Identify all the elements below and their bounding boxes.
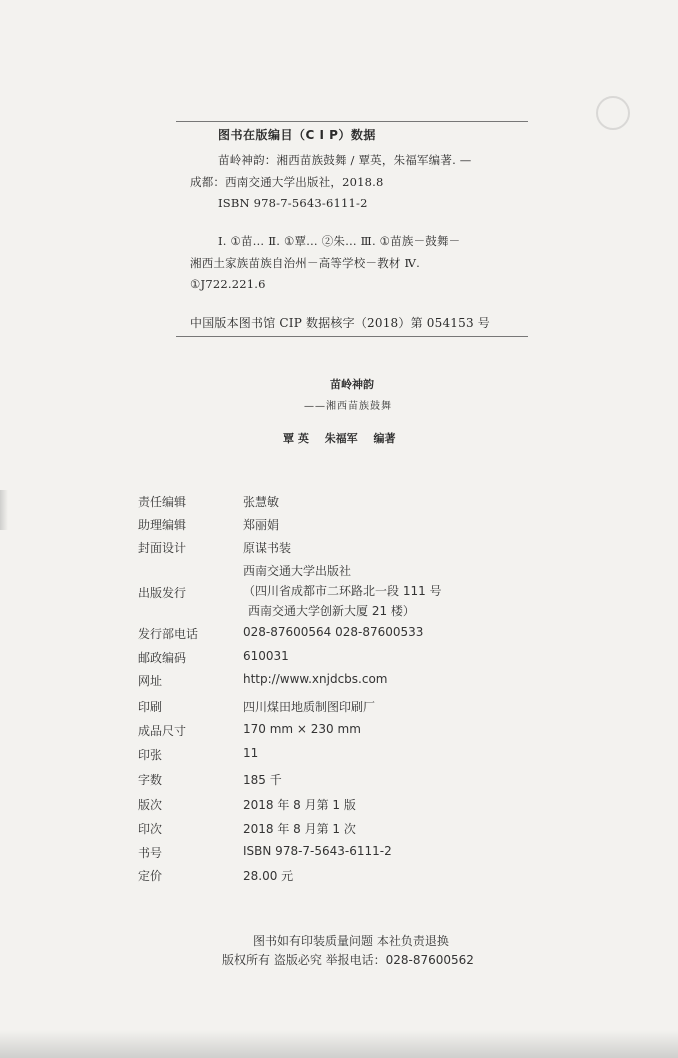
info-value: 610031: [243, 649, 289, 663]
cip-verification: 中国版本图书馆 CIP 数据核字（2018）第 054153 号: [190, 316, 491, 330]
info-label: 封面设计: [138, 541, 187, 555]
info-label: 印刷: [138, 700, 163, 714]
cip-line: 成都：西南交通大学出版社，2018.8: [190, 175, 384, 189]
info-label: 邮政编码: [138, 651, 187, 665]
top-rule: [176, 121, 528, 122]
info-value: 西南交通大学创新大厦 21 楼）: [248, 604, 415, 618]
cip-title: 图书在版编目（C I P）数据: [218, 128, 376, 142]
info-value: （四川省成都市二环路北一段 111 号: [243, 584, 442, 598]
footer-notice: 图书如有印装质量问题 本社负责退换: [253, 934, 449, 948]
info-value: 028-87600564 028-87600533: [243, 625, 424, 639]
info-label: 版次: [138, 798, 163, 812]
info-label: 网址: [138, 674, 163, 688]
authors: [283, 430, 408, 446]
info-label: 助理编辑: [138, 518, 187, 532]
cip-line: ISBN 978-7-5643-6111-2: [218, 196, 368, 210]
author-2: 朱福军: [324, 432, 358, 445]
info-value: 28.00 元: [243, 869, 294, 883]
info-label: 书号: [138, 846, 163, 860]
info-value: 11: [243, 746, 259, 760]
info-value: ISBN 978-7-5643-6111-2: [243, 844, 392, 858]
info-value: 2018 年 8 月第 1 版: [243, 798, 356, 812]
info-label: 印张: [138, 748, 163, 762]
page-bottom-shadow: [0, 1030, 678, 1058]
info-label: 印次: [138, 822, 163, 836]
info-label: 发行部电话: [138, 627, 199, 641]
info-value: 郑丽娟: [243, 518, 280, 532]
info-value: 185 千: [243, 773, 282, 787]
cip-line: 苗岭神韵：湘西苗族鼓舞 / 覃英，朱福军编著. —: [218, 153, 472, 167]
cip-bottom-rule: [176, 336, 528, 337]
info-label: 定价: [138, 869, 163, 883]
info-label: 责任编辑: [138, 495, 187, 509]
footer-copyright: 版权所有 盗版必究 举报电话：028-87600562: [222, 953, 474, 967]
book-subtitle: ——湘西苗族鼓舞: [304, 401, 392, 412]
info-value: 170 mm × 230 mm: [243, 722, 361, 736]
page-edge-shadow: [0, 490, 8, 530]
faint-stamp-mark: [596, 96, 630, 130]
author-1: 覃 英: [283, 432, 309, 445]
info-label: 出版发行: [138, 586, 187, 600]
info-value: 西南交通大学出版社: [243, 564, 352, 578]
cip-line: Ⅰ. ①苗… Ⅱ. ①覃… ②朱… Ⅲ. ①苗族－鼓舞－: [218, 234, 461, 248]
book-title: 苗岭神韵: [330, 378, 374, 391]
info-value: 2018 年 8 月第 1 次: [243, 822, 356, 836]
author-role: 编著: [373, 432, 396, 445]
info-value: 四川煤田地质制图印刷厂: [243, 700, 376, 714]
info-value: http://www.xnjdcbs.com: [243, 672, 388, 686]
info-label: 字数: [138, 773, 163, 787]
info-label: 成品尺寸: [138, 724, 187, 738]
info-value: 张慧敏: [243, 495, 280, 509]
info-value: 原谋书装: [243, 541, 292, 555]
cip-line: 湘西土家族苗族自治州－高等学校－教材 Ⅳ.: [190, 256, 420, 270]
cip-line: ①J722.221.6: [190, 277, 266, 291]
